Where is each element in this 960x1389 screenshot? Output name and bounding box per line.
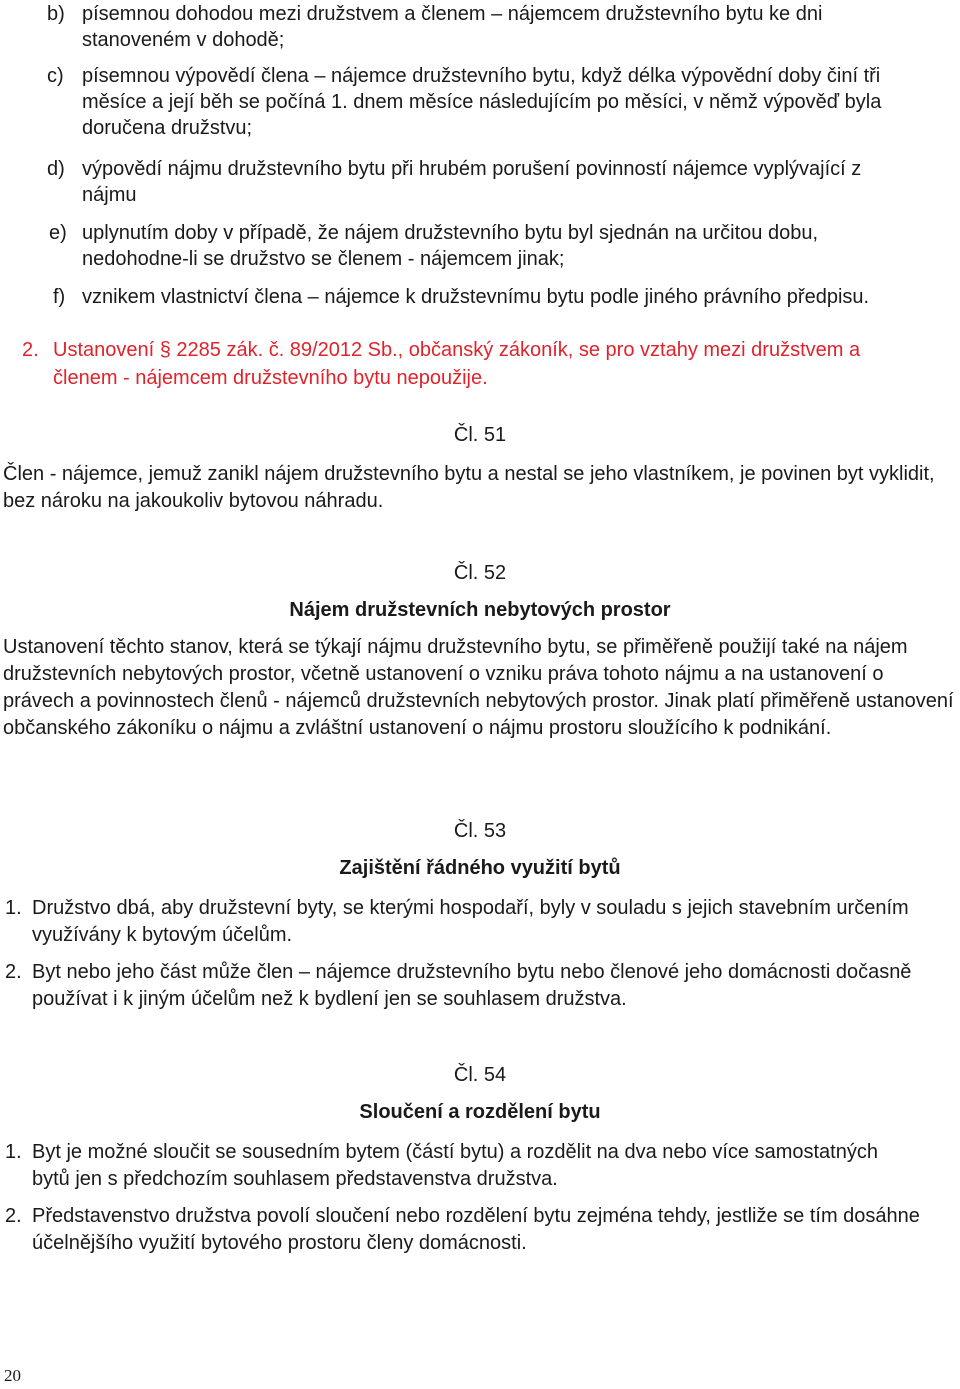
point-2-text: Ustanovení § 2285 zák. č. 89/2012 Sb., občanský zákoník, se pro vztahy mezi družstvem a členem - nájemcem družstevního bytu nepoužije. <box>53 339 861 389</box>
list-label: 2. <box>5 1205 22 1227</box>
point-2-label: 2. <box>22 339 39 361</box>
list-text: Družstvo dbá, aby družstevní byty, se kterými hospodaří, byly v souladu s jejich stavebním určením využívány k bytovým účelům. <box>32 897 909 946</box>
list-label: 2. <box>5 961 22 983</box>
list-label: b) <box>47 3 65 25</box>
article-54-heading: Čl. 54 <box>453 1064 507 1086</box>
list-label: d) <box>47 158 65 180</box>
list-label: 1. <box>5 897 22 919</box>
list-label: 1. <box>5 1141 22 1163</box>
article-54-title: Sloučení a rozdělení bytu <box>359 1101 601 1123</box>
list-label: c) <box>47 65 64 87</box>
list-label: e) <box>49 222 67 244</box>
list-text: výpovědí nájmu družstevního bytu při hrubém porušení povinností nájemce vyplývající z nájmu <box>82 158 862 206</box>
list-text: uplynutím doby v případě, že nájem družstevního bytu byl sjednán na určitou dobu, nedohodne-li se družstvo se členem - nájemcem jinak; <box>82 222 819 270</box>
list-text: Byt je možné sloučit se sousedním bytem (částí bytu) a rozdělit na dva nebo více samostatných bytů jen s předchozím souhlasem představenstva družstva. <box>32 1141 878 1190</box>
article-53-title: Zajištění řádného využití bytů <box>339 857 621 879</box>
article-52-text: Ustanovení těchto stanov, která se týkají nájmu družstevního bytu, se přiměřeně použijí také na nájem družstevních nebytových prostor, včetně ustanovení o vzniku práva tohoto nájmu a na ustanovení o právech a povinnostech členů - nájemců družstevních nebytových prostor. Jinak platí přiměřeně ustanovení občanského zákoníku o nájmu a zvláštní ustanovení o nájmu prostoru sloužícího k podnikání. <box>3 636 954 739</box>
article-51-text: Člen - nájemce, jemuž zanikl nájem družstevního bytu a nestal se jeho vlastníkem, je povinen byt vyklidit, bez nároku na jakoukoliv bytovou náhradu. <box>3 463 935 512</box>
page-number: 20 <box>4 1366 21 1385</box>
list-text: Byt nebo jeho část může člen – nájemce družstevního bytu nebo členové jeho domácnosti dočasně používat i k jiným účelům než k bydlení jen se souhlasem družstva. <box>32 961 912 1010</box>
article-52-title: Nájem družstevních nebytových prostor <box>289 599 671 621</box>
list-text: Představenstvo družstva povolí sloučení nebo rozdělení bytu zejména tehdy, jestliže se tím dosáhne účelnějšího využití bytového prostoru členy domácnosti. <box>32 1205 920 1254</box>
article-51-heading: Čl. 51 <box>453 424 507 446</box>
list-text: vznikem vlastnictví člena – nájemce k družstevnímu bytu podle jiného právního předpisu. <box>82 286 870 308</box>
article-53-heading: Čl. 53 <box>453 820 507 842</box>
list-label: f) <box>53 286 66 308</box>
list-text: písemnou dohodou mezi družstvem a členem – nájemcem družstevního bytu ke dni stanoveném v dohodě; <box>82 3 823 51</box>
article-52-heading: Čl. 52 <box>453 562 507 584</box>
list-text: písemnou výpovědí člena – nájemce družstevního bytu, když délka výpovědní doby činí tři měsíce a její běh se počíná 1. dnem měsíce následujícím po měsíci, v němž výpověď byla doručena družstvu; <box>82 65 882 139</box>
